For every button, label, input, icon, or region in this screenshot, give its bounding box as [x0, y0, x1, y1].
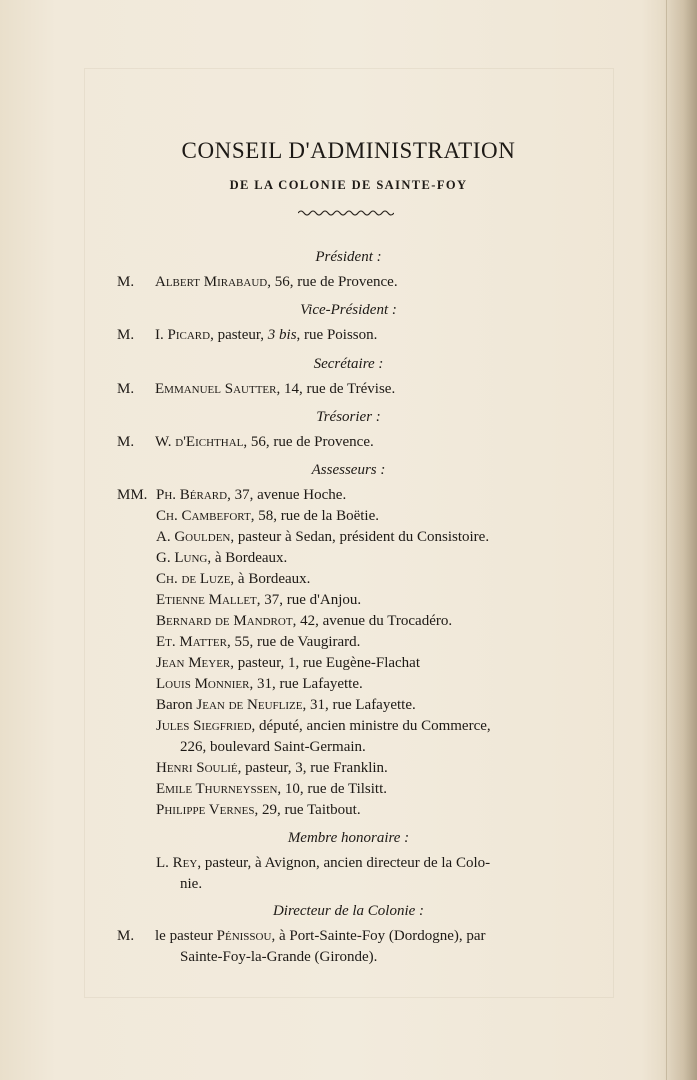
- membre-honoraire-continuation: nie.: [180, 876, 203, 892]
- assesseur-entry: [156, 571, 310, 588]
- member-name: Jean Meyer: [156, 655, 231, 671]
- member-details-italic: 3 bis: [267, 327, 297, 343]
- assesseur-entry: [156, 802, 361, 819]
- heading-secretaire: Secrétaire :: [313, 356, 384, 372]
- heading-assesseurs: Assesseurs :: [311, 462, 386, 478]
- member-details: , 55, rue de Vaugirard.: [226, 634, 361, 650]
- vice-president-entry: [117, 327, 377, 344]
- assesseur-entry: [156, 781, 387, 798]
- tresorier-entry: [117, 434, 374, 451]
- member-name: Ch. de Luze: [156, 571, 231, 587]
- member-name: G. Lung: [156, 550, 208, 566]
- heading-tresorier: Trésorier :: [316, 409, 381, 425]
- member-name: Philippe Vernes: [156, 802, 255, 818]
- member-details: , 56, rue de Provence.: [243, 434, 374, 450]
- member-details: , 37, rue d'Anjou.: [256, 592, 362, 608]
- assesseurs-prefix: MM.: [117, 487, 148, 503]
- member-details: , 10, rue de Tilsitt.: [277, 781, 388, 797]
- member-name: Henri Soulié: [156, 760, 238, 776]
- member-details: , 29, rue Taitbout.: [254, 802, 361, 818]
- assesseur-entry: [156, 508, 379, 525]
- member-name: Ph. Bérard: [156, 487, 228, 503]
- assesseur-entry: [156, 718, 491, 735]
- member-details: , à Port-Sainte-Foy (Dordogne), par: [271, 928, 486, 944]
- member-details: , 31, rue Lafayette.: [302, 697, 416, 713]
- assesseur-entry: [156, 592, 361, 609]
- member-name: Louis Monnier: [156, 676, 250, 692]
- member-name: Bernard de Mandrot: [156, 613, 293, 629]
- member-name: Jules Siegfried: [156, 718, 252, 734]
- assesseur-entry: [156, 655, 420, 672]
- assesseur-entry: [156, 550, 287, 567]
- member-name: W. d'Eichthal: [155, 434, 244, 450]
- directeur-entry: [117, 928, 486, 945]
- member-name: I. Picard: [155, 327, 211, 343]
- member-details: , rue Poisson.: [296, 327, 378, 343]
- member-details: , à Bordeaux.: [207, 550, 288, 566]
- membre-honoraire-entry: [156, 855, 490, 872]
- member-title: le pasteur: [155, 928, 217, 944]
- assesseur-entry: [156, 529, 489, 546]
- member-details: , 42, avenue du Trocadéro.: [292, 613, 453, 629]
- heading-president: Président :: [315, 249, 382, 265]
- president-entry: [117, 274, 398, 291]
- member-details: , 56, rue de Provence.: [267, 274, 398, 290]
- member-name: Etienne Mallet: [156, 592, 257, 608]
- member-details: , pasteur,: [210, 327, 268, 343]
- entry-prefix: M.: [117, 381, 135, 397]
- member-details: , 31, rue Lafayette.: [249, 676, 363, 692]
- entry-prefix: M.: [117, 928, 135, 944]
- wavy-ornament-divider: [298, 208, 394, 218]
- assesseur-entry: [156, 613, 452, 630]
- entry-prefix: M.: [117, 327, 135, 343]
- member-details: , pasteur, 3, rue Franklin.: [237, 760, 388, 776]
- assesseur-entry: [156, 487, 346, 504]
- entry-prefix: M.: [117, 434, 135, 450]
- member-name: Emile Thurneyssen: [156, 781, 278, 797]
- member-title: Baron: [156, 697, 197, 713]
- assesseur-entry: [156, 760, 388, 777]
- directeur-continuation: Sainte-Foy-la-Grande (Gironde).: [180, 949, 378, 965]
- member-name: L. Rey: [156, 855, 198, 871]
- assesseur-entry: [156, 697, 416, 714]
- member-details: , pasteur à Sedan, président du Consistoire.: [230, 529, 490, 545]
- member-details: , 58, rue de la Boëtie.: [250, 508, 379, 524]
- heading-vice-president: Vice-Président :: [300, 302, 397, 318]
- assesseur-entry: [156, 676, 363, 693]
- member-details: , 14, rue de Trévise.: [276, 381, 396, 397]
- assesseur-entry-continuation: 226, boulevard Saint-Germain.: [180, 739, 366, 755]
- member-details: , député, ancien ministre du Commerce,: [251, 718, 491, 734]
- document-title: CONSEIL D'ADMINISTRATION: [181, 138, 516, 163]
- member-details: , 37, avenue Hoche.: [227, 487, 347, 503]
- entry-prefix: M.: [117, 274, 135, 290]
- member-name: Ch. Cambefort: [156, 508, 251, 524]
- document-subtitle: DE LA COLONIE DE SAINTE-FOY: [229, 178, 468, 192]
- assesseur-entry: [156, 634, 360, 651]
- member-name: Et. Matter: [156, 634, 227, 650]
- member-name: Emmanuel Sautter: [155, 381, 277, 397]
- member-details: , pasteur, à Avignon, ancien directeur de la Colo-: [197, 855, 491, 871]
- member-details: , pasteur, 1, rue Eugène-Flachat: [230, 655, 421, 671]
- member-name: Albert Mirabaud: [155, 274, 268, 290]
- heading-directeur: Directeur de la Colonie :: [272, 903, 425, 919]
- member-name: Jean de Neuflize: [196, 697, 303, 713]
- member-name: Pénissou: [216, 928, 272, 944]
- secretaire-entry: [117, 381, 395, 398]
- member-details: , à Bordeaux.: [230, 571, 311, 587]
- member-name: A. Goulden: [156, 529, 231, 545]
- heading-membre-honoraire: Membre honoraire :: [287, 830, 410, 846]
